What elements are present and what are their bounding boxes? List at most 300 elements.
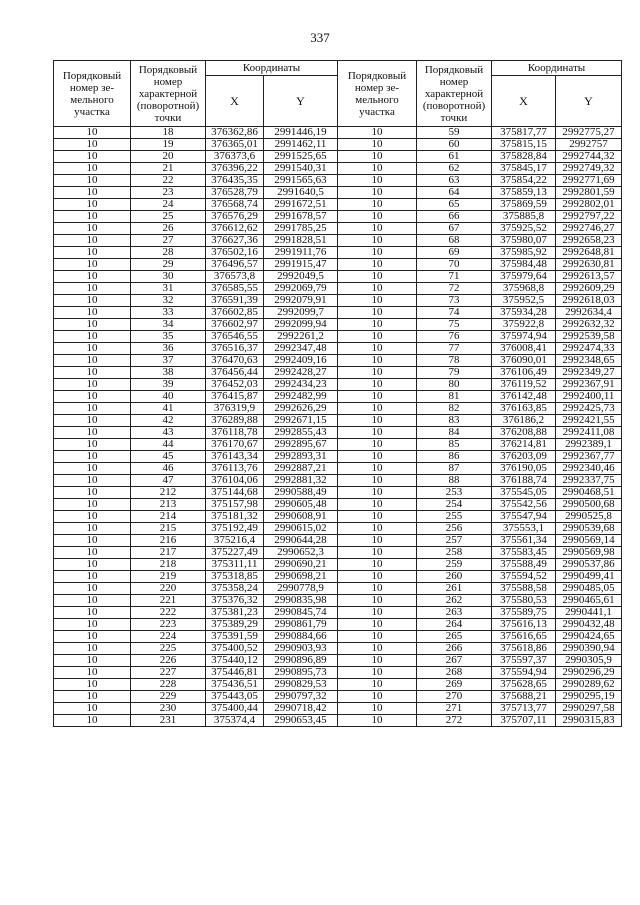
cell-point-right: 77 [417,343,492,355]
cell-parcel-left: 10 [54,211,131,223]
cell-point-left: 28 [131,247,206,259]
cell-y-right: 2992425,73 [556,403,622,415]
cell-point-right: 66 [417,211,492,223]
header-y-right: Y [556,76,622,127]
cell-x-left: 376452,03 [206,379,264,391]
cell-y-left: 2992428,27 [264,367,338,379]
cell-y-right: 2992634,4 [556,307,622,319]
cell-x-left: 376585,55 [206,283,264,295]
cell-x-right: 375583,45 [492,547,556,559]
cell-y-right: 2990432,48 [556,619,622,631]
cell-point-left: 34 [131,319,206,331]
cell-point-right: 84 [417,427,492,439]
cell-x-left: 376612,62 [206,223,264,235]
cell-point-left: 37 [131,355,206,367]
cell-x-left: 375436,51 [206,679,264,691]
cell-x-left: 376289,88 [206,415,264,427]
table-row [54,439,622,451]
table-row [54,391,622,403]
cell-x-right: 375859,13 [492,187,556,199]
cell-parcel-right: 10 [338,379,417,391]
cell-y-right: 2990295,19 [556,691,622,703]
table-row [54,643,622,655]
cell-y-right: 2990305,9 [556,655,622,667]
header-point-number-left: Порядковый номер характерной (поворотной) точки [131,61,206,127]
cell-x-right: 376190,05 [492,463,556,475]
cell-x-right: 375922,8 [492,319,556,331]
table-row [54,139,622,151]
cell-x-right: 375815,15 [492,139,556,151]
cell-point-right: 69 [417,247,492,259]
cell-x-right: 375845,17 [492,163,556,175]
cell-x-right: 375553,1 [492,523,556,535]
cell-point-right: 269 [417,679,492,691]
cell-y-right: 2992632,32 [556,319,622,331]
cell-x-right: 376208,88 [492,427,556,439]
cell-x-right: 375979,64 [492,271,556,283]
cell-parcel-right: 10 [338,331,417,343]
cell-y-right: 2990468,51 [556,487,622,499]
cell-parcel-left: 10 [54,127,131,139]
cell-parcel-left: 10 [54,595,131,607]
cell-parcel-right: 10 [338,607,417,619]
cell-point-left: 22 [131,175,206,187]
cell-y-right: 2990569,14 [556,535,622,547]
cell-y-left: 2991672,51 [264,199,338,211]
cell-point-left: 216 [131,535,206,547]
table-row [54,703,622,715]
cell-x-right: 376090,01 [492,355,556,367]
cell-parcel-left: 10 [54,319,131,331]
cell-y-left: 2990778,9 [264,583,338,595]
table-row [54,235,622,247]
cell-point-left: 45 [131,451,206,463]
cell-parcel-left: 10 [54,535,131,547]
cell-point-right: 63 [417,175,492,187]
coordinates-table [53,60,622,727]
cell-x-left: 375400,44 [206,703,264,715]
cell-y-right: 2990500,68 [556,499,622,511]
cell-point-left: 47 [131,475,206,487]
cell-point-right: 60 [417,139,492,151]
cell-x-left: 376627,36 [206,235,264,247]
cell-parcel-left: 10 [54,511,131,523]
cell-x-right: 375561,34 [492,535,556,547]
table-row [54,427,622,439]
cell-point-left: 35 [131,331,206,343]
cell-point-left: 26 [131,223,206,235]
cell-point-right: 262 [417,595,492,607]
table-row [54,175,622,187]
cell-y-left: 2992893,31 [264,451,338,463]
cell-parcel-right: 10 [338,595,417,607]
cell-x-right: 375925,52 [492,223,556,235]
cell-y-left: 2992895,67 [264,439,338,451]
cell-point-right: 72 [417,283,492,295]
cell-x-right: 375616,13 [492,619,556,631]
table-row [54,151,622,163]
cell-y-right: 2992340,46 [556,463,622,475]
cell-point-left: 20 [131,151,206,163]
cell-y-right: 2990390,94 [556,643,622,655]
cell-parcel-left: 10 [54,643,131,655]
cell-point-right: 264 [417,619,492,631]
table-row [54,619,622,631]
cell-parcel-left: 10 [54,619,131,631]
table-row [54,655,622,667]
cell-parcel-left: 10 [54,295,131,307]
table-row [54,571,622,583]
cell-y-right: 2992349,27 [556,367,622,379]
cell-y-left: 2992347,48 [264,343,338,355]
cell-point-right: 76 [417,331,492,343]
cell-point-right: 266 [417,643,492,655]
table-row [54,667,622,679]
cell-parcel-left: 10 [54,259,131,271]
cell-parcel-right: 10 [338,571,417,583]
cell-x-right: 375984,48 [492,259,556,271]
cell-y-right: 2992618,03 [556,295,622,307]
cell-x-right: 375628,65 [492,679,556,691]
table-row [54,559,622,571]
cell-parcel-right: 10 [338,619,417,631]
cell-point-right: 256 [417,523,492,535]
cell-y-left: 2992855,43 [264,427,338,439]
cell-point-left: 30 [131,271,206,283]
cell-x-right: 376142,48 [492,391,556,403]
cell-point-right: 267 [417,655,492,667]
cell-parcel-right: 10 [338,403,417,415]
table-row [54,295,622,307]
cell-x-right: 375594,52 [492,571,556,583]
cell-parcel-right: 10 [338,355,417,367]
cell-y-left: 2991565,63 [264,175,338,187]
cell-y-left: 2992482,99 [264,391,338,403]
table-row [54,535,622,547]
cell-y-left: 2990644,28 [264,535,338,547]
cell-x-left: 375157,98 [206,499,264,511]
cell-x-right: 375588,58 [492,583,556,595]
cell-point-left: 19 [131,139,206,151]
cell-point-right: 68 [417,235,492,247]
cell-x-left: 375381,23 [206,607,264,619]
table-row [54,379,622,391]
cell-parcel-left: 10 [54,175,131,187]
cell-x-left: 375376,32 [206,595,264,607]
cell-x-right: 375968,8 [492,283,556,295]
cell-parcel-right: 10 [338,427,417,439]
cell-parcel-left: 10 [54,487,131,499]
cell-y-left: 2992099,7 [264,307,338,319]
table-row [54,523,622,535]
cell-point-left: 27 [131,235,206,247]
cell-point-left: 218 [131,559,206,571]
cell-point-right: 261 [417,583,492,595]
header-y-left: Y [264,76,338,127]
table-row [54,451,622,463]
cell-parcel-left: 10 [54,367,131,379]
cell-point-left: 215 [131,523,206,535]
cell-point-left: 225 [131,643,206,655]
cell-parcel-left: 10 [54,691,131,703]
cell-y-right: 2990441,1 [556,607,622,619]
cell-x-left: 376602,97 [206,319,264,331]
cell-x-left: 376170,67 [206,439,264,451]
table-row [54,199,622,211]
cell-parcel-left: 10 [54,307,131,319]
cell-y-left: 2992049,5 [264,271,338,283]
cell-y-left: 2992887,21 [264,463,338,475]
cell-point-right: 87 [417,463,492,475]
cell-parcel-right: 10 [338,259,417,271]
table-row [54,211,622,223]
cell-y-right: 2990537,86 [556,559,622,571]
cell-parcel-right: 10 [338,271,417,283]
cell-parcel-right: 10 [338,679,417,691]
cell-y-right: 2990315,83 [556,715,622,727]
cell-x-left: 376373,6 [206,151,264,163]
cell-x-left: 375227,49 [206,547,264,559]
cell-x-left: 376362,86 [206,127,264,139]
cell-x-left: 375446,81 [206,667,264,679]
cell-point-right: 88 [417,475,492,487]
cell-parcel-right: 10 [338,487,417,499]
cell-x-left: 375216,4 [206,535,264,547]
cell-x-left: 376568,74 [206,199,264,211]
cell-x-left: 376546,55 [206,331,264,343]
table-row [54,595,622,607]
cell-point-right: 257 [417,535,492,547]
cell-point-left: 43 [131,427,206,439]
cell-point-right: 253 [417,487,492,499]
cell-point-right: 65 [417,199,492,211]
cell-parcel-right: 10 [338,451,417,463]
cell-x-left: 375318,85 [206,571,264,583]
cell-x-right: 375594,94 [492,667,556,679]
cell-y-right: 2992474,33 [556,343,622,355]
cell-point-right: 79 [417,367,492,379]
cell-x-left: 376104,06 [206,475,264,487]
cell-point-left: 230 [131,703,206,715]
cell-point-left: 39 [131,379,206,391]
cell-y-left: 2990895,73 [264,667,338,679]
cell-y-right: 2992746,27 [556,223,622,235]
cell-parcel-left: 10 [54,547,131,559]
cell-point-left: 40 [131,391,206,403]
cell-parcel-left: 10 [54,463,131,475]
cell-parcel-right: 10 [338,691,417,703]
cell-parcel-left: 10 [54,355,131,367]
cell-parcel-right: 10 [338,535,417,547]
cell-point-right: 272 [417,715,492,727]
cell-parcel-right: 10 [338,211,417,223]
cell-parcel-left: 10 [54,379,131,391]
cell-x-right: 375854,22 [492,175,556,187]
cell-y-right: 2992630,81 [556,259,622,271]
cell-x-right: 375869,59 [492,199,556,211]
cell-y-right: 2992797,22 [556,211,622,223]
cell-point-left: 36 [131,343,206,355]
cell-point-left: 226 [131,655,206,667]
cell-parcel-right: 10 [338,511,417,523]
cell-parcel-left: 10 [54,523,131,535]
cell-parcel-right: 10 [338,667,417,679]
cell-point-left: 223 [131,619,206,631]
cell-x-right: 375980,07 [492,235,556,247]
cell-y-left: 2990861,79 [264,619,338,631]
cell-y-right: 2992367,91 [556,379,622,391]
cell-point-right: 80 [417,379,492,391]
cell-point-left: 42 [131,415,206,427]
cell-x-right: 375817,77 [492,127,556,139]
header-parcel-number-left: Порядковый номер зе- мельного участка [54,61,131,127]
cell-x-left: 376319,9 [206,403,264,415]
cell-parcel-left: 10 [54,187,131,199]
cell-y-left: 2992434,23 [264,379,338,391]
cell-x-right: 375952,5 [492,295,556,307]
table-row [54,343,622,355]
cell-y-right: 2992757 [556,139,622,151]
cell-parcel-left: 10 [54,499,131,511]
table-row [54,259,622,271]
cell-x-right: 375974,94 [492,331,556,343]
header-coordinates-right: Координаты [492,61,622,76]
cell-x-left: 375440,12 [206,655,264,667]
table-row [54,271,622,283]
cell-parcel-right: 10 [338,343,417,355]
cell-x-left: 376456,44 [206,367,264,379]
cell-x-right: 376186,2 [492,415,556,427]
cell-point-right: 73 [417,295,492,307]
cell-x-left: 376143,34 [206,451,264,463]
cell-x-right: 375597,37 [492,655,556,667]
cell-parcel-right: 10 [338,151,417,163]
cell-x-left: 375181,32 [206,511,264,523]
cell-x-left: 376502,16 [206,247,264,259]
cell-y-left: 2992099,94 [264,319,338,331]
table-body [54,127,622,727]
cell-y-right: 2990569,98 [556,547,622,559]
table-row [54,487,622,499]
cell-y-left: 2992671,15 [264,415,338,427]
cell-parcel-left: 10 [54,223,131,235]
cell-x-right: 375828,84 [492,151,556,163]
cell-point-right: 59 [417,127,492,139]
cell-point-left: 231 [131,715,206,727]
cell-x-right: 375713,77 [492,703,556,715]
cell-y-left: 2990835,98 [264,595,338,607]
table-row [54,187,622,199]
cell-x-left: 376435,35 [206,175,264,187]
cell-y-right: 2992801,59 [556,187,622,199]
cell-parcel-left: 10 [54,427,131,439]
cell-y-left: 2991540,31 [264,163,338,175]
cell-parcel-right: 10 [338,547,417,559]
cell-parcel-right: 10 [338,559,417,571]
cell-x-left: 376516,37 [206,343,264,355]
cell-point-left: 212 [131,487,206,499]
cell-y-right: 2992744,32 [556,151,622,163]
cell-y-right: 2990539,68 [556,523,622,535]
table-row [54,583,622,595]
cell-point-left: 23 [131,187,206,199]
cell-parcel-right: 10 [338,199,417,211]
cell-point-right: 259 [417,559,492,571]
cell-y-left: 2990718,42 [264,703,338,715]
cell-y-right: 2992337,75 [556,475,622,487]
cell-x-right: 375616,65 [492,631,556,643]
cell-point-left: 31 [131,283,206,295]
cell-point-right: 75 [417,319,492,331]
table-row [54,247,622,259]
cell-x-left: 376602,85 [206,307,264,319]
cell-x-right: 375985,92 [492,247,556,259]
cell-parcel-right: 10 [338,127,417,139]
cell-parcel-left: 10 [54,655,131,667]
cell-y-left: 2991911,76 [264,247,338,259]
cell-y-left: 2990608,91 [264,511,338,523]
cell-parcel-right: 10 [338,175,417,187]
cell-x-right: 375688,21 [492,691,556,703]
header-x-right: X [492,76,556,127]
cell-parcel-left: 10 [54,559,131,571]
cell-x-right: 375547,94 [492,511,556,523]
cell-y-right: 2992411,08 [556,427,622,439]
cell-point-right: 265 [417,631,492,643]
cell-point-right: 254 [417,499,492,511]
cell-y-left: 2991525,65 [264,151,338,163]
table-row [54,607,622,619]
cell-x-right: 375885,8 [492,211,556,223]
page-number: 337 [310,30,330,45]
cell-parcel-right: 10 [338,391,417,403]
cell-y-left: 2990797,32 [264,691,338,703]
cell-parcel-left: 10 [54,403,131,415]
cell-point-right: 81 [417,391,492,403]
cell-y-right: 2992421,55 [556,415,622,427]
cell-parcel-right: 10 [338,307,417,319]
cell-y-left: 2991446,19 [264,127,338,139]
table-row [54,679,622,691]
cell-point-left: 222 [131,607,206,619]
cell-x-right: 375545,05 [492,487,556,499]
cell-point-left: 220 [131,583,206,595]
cell-x-left: 376113,76 [206,463,264,475]
cell-x-right: 376203,09 [492,451,556,463]
cell-parcel-right: 10 [338,367,417,379]
cell-x-left: 376470,63 [206,355,264,367]
cell-point-right: 71 [417,271,492,283]
cell-parcel-right: 10 [338,163,417,175]
cell-y-left: 2990884,66 [264,631,338,643]
cell-point-left: 214 [131,511,206,523]
cell-point-left: 24 [131,199,206,211]
cell-x-right: 376214,81 [492,439,556,451]
cell-y-left: 2990690,21 [264,559,338,571]
cell-y-left: 2992626,29 [264,403,338,415]
cell-parcel-left: 10 [54,271,131,283]
cell-parcel-left: 10 [54,247,131,259]
cell-y-left: 2990698,21 [264,571,338,583]
cell-parcel-right: 10 [338,583,417,595]
cell-y-left: 2990652,3 [264,547,338,559]
cell-parcel-left: 10 [54,415,131,427]
cell-x-right: 375588,49 [492,559,556,571]
cell-y-right: 2990499,41 [556,571,622,583]
cell-y-left: 2992069,79 [264,283,338,295]
cell-y-left: 2991678,57 [264,211,338,223]
cell-parcel-right: 10 [338,475,417,487]
